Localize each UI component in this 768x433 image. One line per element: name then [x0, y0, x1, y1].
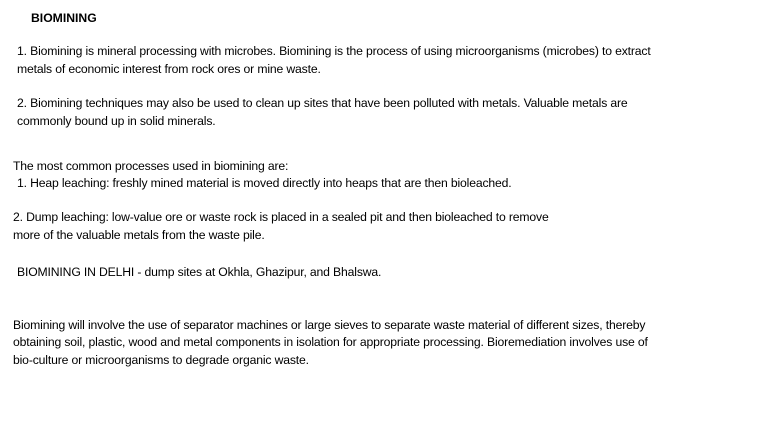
- delhi-heading: BIOMINING IN DELHI - dump sites at Okhla, Ghazipur, and Bhalswa.: [17, 265, 382, 279]
- paragraph-1-line-1: 1. Biomining is mineral processing with microbes. Biomining is the process of using microorganisms (microbes) to extract: [17, 44, 651, 58]
- closing-line-1: Biomining will involve the use of separator machines or large sieves to separate waste material of different sizes, thereby: [13, 318, 646, 332]
- heap-leaching-item: 1. Heap leaching: freshly mined material is moved directly into heaps that are then bioleached.: [17, 176, 512, 190]
- paragraph-1-line-2: metals of economic interest from rock ores or mine waste.: [17, 62, 321, 76]
- dump-leaching-line-1: 2. Dump leaching: low-value ore or waste rock is placed in a sealed pit and then bioleached to remove: [13, 210, 549, 224]
- paragraph-2-line-2: commonly bound up in solid minerals.: [17, 114, 216, 128]
- dump-leaching-line-2: more of the valuable metals from the waste pile.: [13, 228, 265, 242]
- closing-line-2: obtaining soil, plastic, wood and metal components in isolation for appropriate processing. Bioremediation involves use of: [13, 335, 648, 349]
- closing-line-3: bio-culture or microorganisms to degrade organic waste.: [13, 353, 309, 367]
- paragraph-2-line-1: 2. Biomining techniques may also be used to clean up sites that have been polluted with metals. Valuable metals are: [17, 96, 628, 110]
- document-title: BIOMINING: [31, 11, 97, 25]
- processes-intro: The most common processes used in biomining are:: [13, 159, 289, 173]
